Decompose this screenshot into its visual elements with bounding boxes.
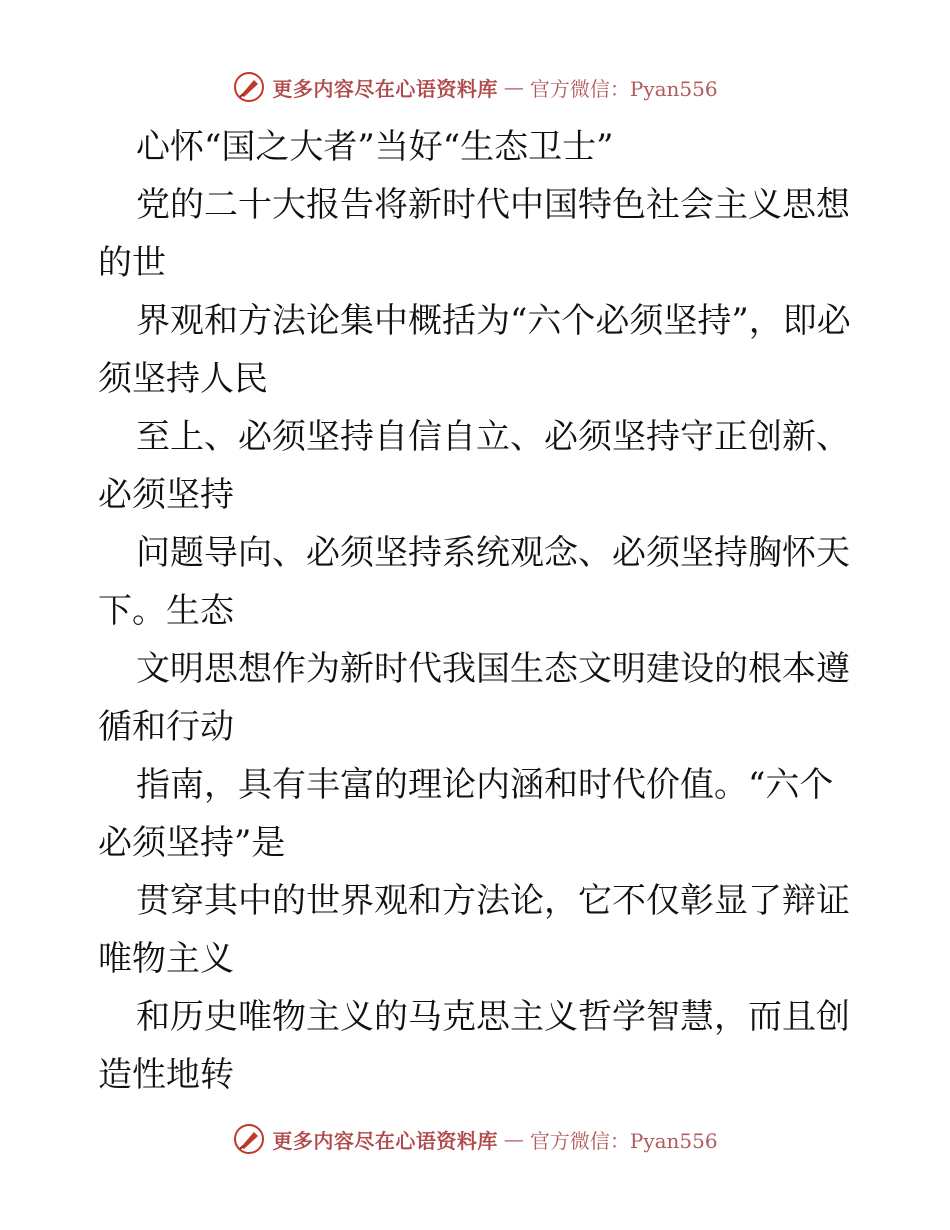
header-watermark [0,70,950,104]
paragraph-5: 文明思想作为新时代我国生态文明建设的根本遵循和行动 [98,649,850,747]
watermark-dash: — [503,75,524,99]
paragraph-8: 和历史唯物主义的马克思主义哲学智慧，而且创造性地转 [98,997,850,1095]
pen-nib-icon [232,1122,266,1156]
pen-nib-icon [232,70,266,104]
watermark-main-text: 更多内容尽在心语资料库 [272,1128,498,1153]
paragraph-2: 界观和方法论集中概括为“六个必须坚持”，即必须坚持人民 [98,301,851,399]
document-body [98,118,858,1104]
paragraph-7: 贯穿其中的世界观和方法论，它不仅彰显了辩证唯物主义 [98,881,850,979]
paragraph-1: 党的二十大报告将新时代中国特色社会主义思想的世 [98,185,850,283]
watermark-sub-text: 官方微信：Pyan556 [529,1128,718,1153]
footer-watermark [0,1122,950,1156]
paragraph-6: 指南，具有丰富的理论内涵和时代价值。“六个必须坚持”是 [98,765,834,863]
paragraph-3: 至上、必须坚持自信自立、必须坚持守正创新、必须坚持 [98,417,850,515]
document-title: 心怀“国之大者”当好“生态卫士” [136,127,614,167]
paragraph-4: 问题导向、必须坚持系统观念、必须坚持胸怀天下。生态 [98,533,850,631]
watermark-dash: — [503,1127,524,1151]
watermark-sub-text: 官方微信：Pyan556 [529,76,718,101]
watermark-main-text: 更多内容尽在心语资料库 [272,76,498,101]
